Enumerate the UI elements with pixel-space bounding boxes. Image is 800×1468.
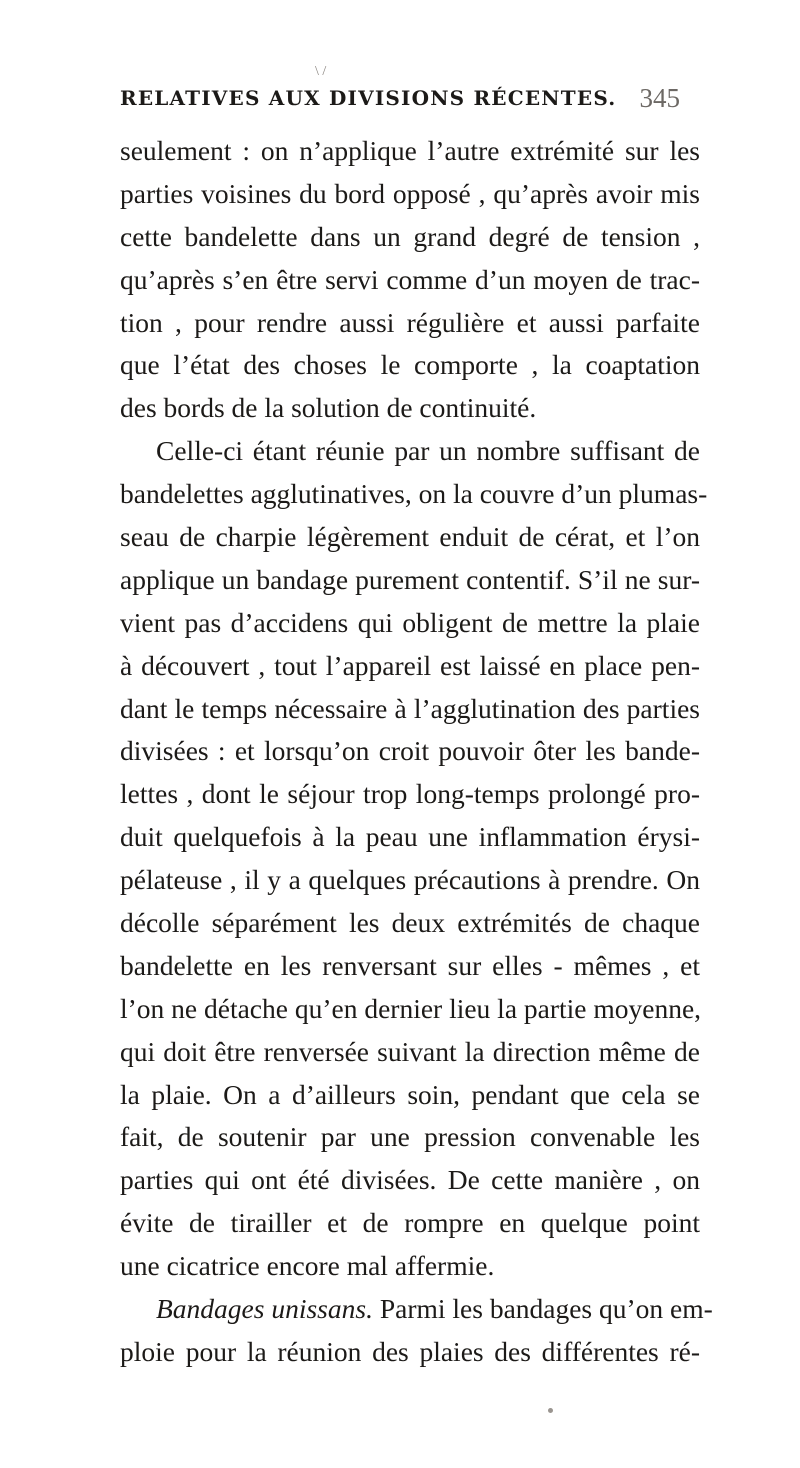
text-line: ploie pour la réunion des plaies des différentes ré- <box>120 1335 700 1367</box>
text-line: duit quelquefois à la peau une inflammation érysi- <box>120 821 700 853</box>
text-line: la plaie. On a d’ailleurs soin, pendant que cela se <box>120 1078 700 1110</box>
text-line-rest: Parmi les bandages qu’on em- <box>372 1293 713 1325</box>
text-line: fait, de soutenir par une pression convenable les <box>120 1121 700 1153</box>
ink-speck <box>548 1408 553 1413</box>
text-line: qui doit être renversée suivant la direction même de <box>120 1035 700 1067</box>
text-line: applique un bandage purement contentif. S’il ne sur- <box>120 563 700 595</box>
text-line: une cicatrice encore mal affermie. <box>120 1250 495 1282</box>
text-line <box>120 1288 713 1331</box>
section-heading-italic: Bandages unissans. <box>156 1293 373 1325</box>
text-line: que l’état des choses le comporte , la coaptation <box>120 349 700 381</box>
text-line: à découvert , tout l’appareil est laissé en place pen- <box>120 649 700 681</box>
text-line: vient pas d’accidens qui obligent de mettre la plaie <box>120 606 700 638</box>
running-title: RELATIVES AUX DIVISIONS RÉCENTES. <box>120 86 617 110</box>
text-line: seau de charpie légèrement enduit de cérat, et l’on <box>120 521 700 553</box>
text-line: parties voisines du bord opposé , qu’après avoir mis <box>120 177 700 209</box>
running-header <box>120 83 680 120</box>
text-line: qu’après s’en être servi comme d’un moyen de trac- <box>120 263 700 295</box>
text-line: tion , pour rendre aussi régulière et aussi parfaite <box>120 306 700 338</box>
text-line: décolle séparément les deux extrémités de chaque <box>120 907 700 939</box>
text-line: évite de tirailler et de rompre en quelque point <box>120 1207 700 1239</box>
text-line: divisées : et lorsqu’on croit pouvoir ôter les bande- <box>120 735 700 767</box>
stray-ink-mark: \ / <box>315 64 327 79</box>
text-line: parties qui ont été divisées. De cette manière , on <box>120 1164 700 1196</box>
text-line: l’on ne détache qu’en dernier lieu la partie moyenne, <box>120 992 702 1024</box>
text-line: pélateuse , il y a quelques précautions à prendre. On <box>120 864 700 896</box>
text-line: bandelettes agglutinatives, on la couvre d’un plumas- <box>120 478 708 510</box>
page-number: 345 <box>639 83 680 113</box>
text-line: dant le temps nécessaire à l’agglutination des parties <box>120 692 700 724</box>
text-line: lettes , dont le séjour trop long-temps prolongé pro- <box>120 778 700 810</box>
text-line: cette bandelette dans un grand degré de tension , <box>120 220 700 252</box>
body-text <box>120 130 713 1374</box>
text-line: Celle-ci étant réunie par un nombre suffisant de <box>156 435 700 467</box>
text-line: bandelette en les renversant sur elles - mêmes , et <box>120 949 700 981</box>
text-line: seulement : on n’applique l’autre extrémité sur les <box>120 135 700 166</box>
text-line: des bords de la solution de continuité. <box>120 392 537 424</box>
